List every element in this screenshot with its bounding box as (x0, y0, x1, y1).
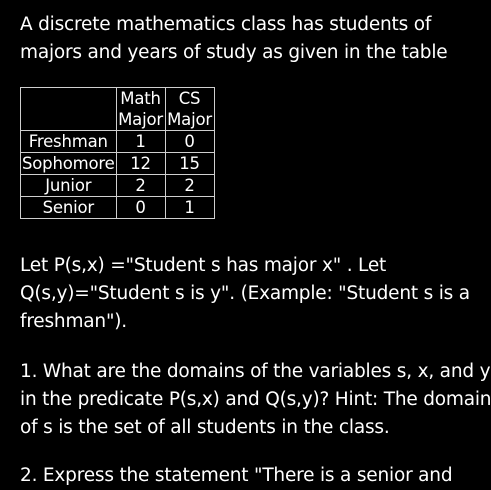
question-line: of s is the set of all students in the class. (20, 417, 390, 438)
definition-line: freshman"). (20, 311, 127, 332)
table-header-row (21, 88, 215, 131)
row-label-sophomore: Sophomore (22, 154, 115, 173)
column-header-math-major (116, 88, 165, 131)
table-cell: 1 (116, 131, 165, 153)
table-cell: 12 (116, 153, 165, 175)
question-line: 1. What are the domains of the variables s, x, and y (20, 361, 491, 382)
row-label-junior: Junior (21, 175, 117, 197)
column-header-line: Major (118, 110, 163, 129)
table-cell: 1 (165, 197, 214, 219)
definition-line: Let P(s,x) ="Student s has major x" . Let (20, 255, 387, 276)
definition-line: Q(s,y)="Student s is y". (Example: "Student s is a (20, 283, 470, 304)
table-cell: 2 (165, 175, 214, 197)
question-2 (20, 462, 464, 490)
table-row (21, 131, 215, 153)
intro-line: A discrete mathematics class has students of (20, 14, 432, 35)
table-cell: 0 (116, 197, 165, 219)
row-label-freshman: Freshman (21, 131, 117, 153)
predicate-definition (20, 252, 470, 336)
question-1 (20, 358, 491, 442)
table-cell: 2 (116, 175, 165, 197)
row-label-senior: Senior (21, 197, 117, 219)
column-header-line: Math (120, 89, 161, 108)
table-corner-cell (21, 88, 117, 131)
table-cell: 15 (165, 153, 214, 175)
column-header-line: Major (167, 110, 212, 129)
table-row (21, 175, 215, 197)
table-row (21, 153, 215, 175)
question-line: in the predicate P(s,x) and Q(s,y)? Hint: The domain (20, 389, 491, 410)
question-line: 2. Express the statement "There is a senior and (20, 465, 453, 486)
intro-paragraph (20, 11, 464, 67)
column-header-cs-major (165, 88, 214, 131)
intro-line: majors and years of study as given in the table (20, 42, 448, 63)
column-header-line: CS (178, 89, 201, 108)
majors-years-table (20, 87, 215, 219)
table-row (21, 197, 215, 219)
table-cell: 0 (165, 131, 214, 153)
